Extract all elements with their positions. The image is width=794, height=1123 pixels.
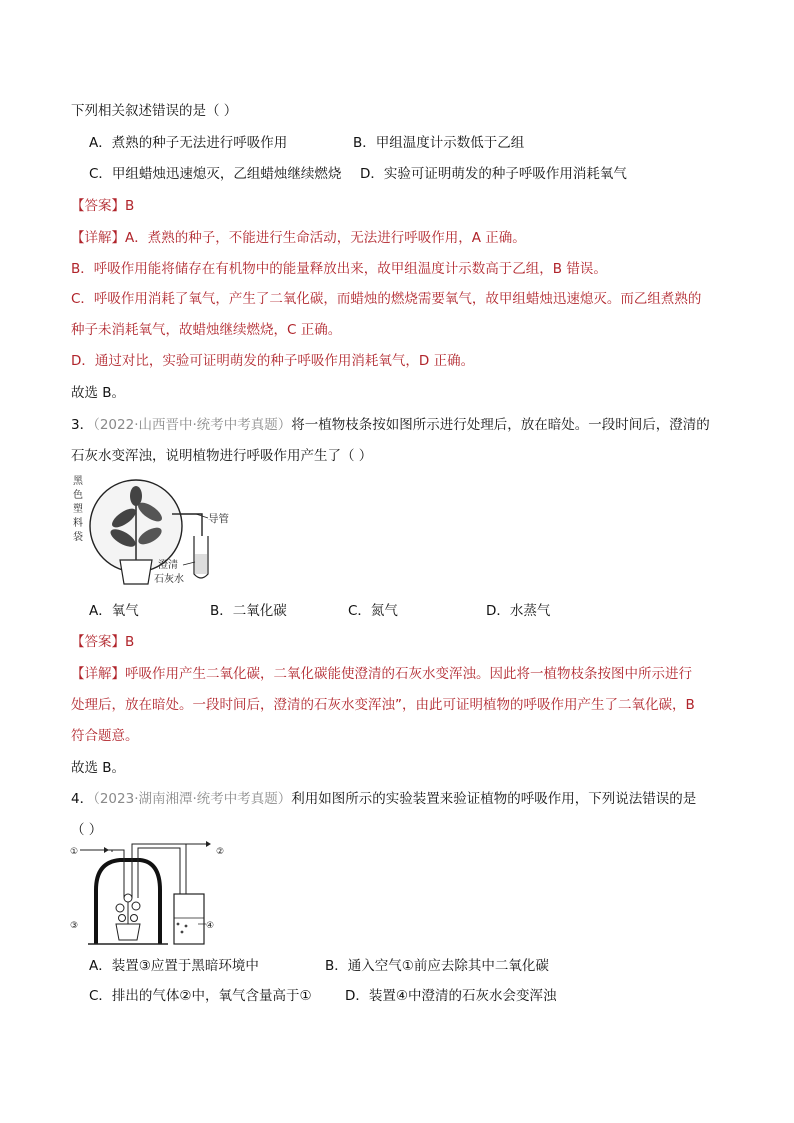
q2-option-a: A．煮熟的种子无法进行呼吸作用	[89, 135, 288, 151]
q2-option-b: B．甲组温度计示数低于乙组	[353, 135, 525, 151]
question-number: 4．	[71, 791, 94, 807]
label-4: ④	[206, 921, 215, 931]
q2-explain-line-2: B．呼吸作用能将储存在有机物中的能量释放出来，故甲组温度计示数高于乙组，B 错误。	[71, 261, 607, 277]
q3-stem-line-2: 石灰水变浑浊，说明植物进行呼吸作用产生了（ ）	[71, 448, 373, 464]
leaf	[130, 486, 142, 506]
q3-conclusion: 故选 B。	[71, 760, 126, 776]
q2-stem: 下列相关叙述错误的是（ ）	[71, 103, 238, 119]
q3-figure-plant-bag	[68, 474, 238, 590]
q4-option-d: D．装置④中澄清的石灰水会变浑浊	[345, 988, 557, 1004]
answer-tag: 【答案】	[71, 198, 125, 214]
q2-conclusion: 故选 B。	[71, 385, 126, 401]
label-1: ①	[70, 847, 79, 857]
label-3: ③	[70, 921, 79, 931]
answer-tag: 【答案】	[71, 634, 125, 650]
label-2: ②	[216, 847, 225, 857]
q3-explain-line-1	[71, 664, 692, 684]
q3-stem-line-1	[71, 415, 710, 435]
question-source: （2023·湖南湘潭·统考中考真题）	[93, 791, 292, 807]
q3-answer	[71, 632, 134, 652]
q2-option-c: C．甲组蜡烛迅速熄灭，乙组蜡烛继续燃烧	[89, 166, 342, 182]
answer-value: B	[125, 198, 135, 214]
bag-label-char: 塑	[73, 504, 83, 515]
q2-answer	[71, 196, 134, 216]
q3-option-c: C．氮气	[348, 603, 398, 619]
bag-label-char: 色	[73, 490, 83, 501]
stem-text: 将一植物枝条按如图所示进行处理后，放在暗处。一段时间后，澄清的	[291, 417, 710, 433]
bag-label-char: 黑	[73, 476, 83, 487]
q4-stem-line-1	[71, 789, 696, 809]
q3-explain-line-2: 处理后，放在暗处。一段时间后，澄清的石灰水变浑浊”，由此可证明植物的呼吸作用产生了二氧化碳，B	[71, 697, 695, 713]
question-source: （2022·山西晋中·统考中考真题）	[93, 417, 292, 433]
explain-tag: 【详解】	[71, 230, 125, 246]
answer-value: B	[125, 634, 135, 650]
q4-figure-apparatus	[68, 840, 238, 948]
q3-option-b: B．二氧化碳	[210, 603, 287, 619]
tube-label: 导管	[208, 513, 229, 525]
q3-option-d: D．水蒸气	[486, 603, 551, 619]
q4-option-a: A．装置③应置于黑暗环境中	[89, 958, 259, 974]
flower-pot	[120, 560, 152, 584]
q3-option-a: A．氧气	[89, 603, 139, 619]
q2-explain-line-5: D．通过对比，实验可证明萌发的种子呼吸作用消耗氧气，D 正确。	[71, 353, 475, 369]
q4-option-b: B．通入空气①前应去除其中二氧化碳	[325, 958, 549, 974]
lime-water-bottle	[174, 894, 204, 944]
q2-explain-line-3: C．呼吸作用消耗了氧气，产生了二氧化碳，而蜡烛的燃烧需要氧气，故甲组蜡烛迅速熄灭。而乙组煮熟的	[71, 291, 702, 307]
explain-tag: 【详解】	[71, 666, 125, 682]
q2-explain-line-1	[71, 228, 526, 248]
q2-option-d: D．实验可证明萌发的种子呼吸作用消耗氧气	[360, 166, 627, 182]
stem-text: 利用如图所示的实验装置来验证植物的呼吸作用，下列说法错误的是	[291, 791, 697, 807]
question-number: 3．	[71, 417, 94, 433]
q3-explain-line-3: 符合题意。	[71, 728, 139, 744]
explain-text: 呼吸作用产生二氧化碳，二氧化碳能使澄清的石灰水变浑浊。因此将一植物枝条按图中所示进行	[125, 666, 692, 682]
explain-text: A．煮熟的种子，不能进行生命活动，无法进行呼吸作用，A 正确。	[125, 230, 526, 246]
q4-stem-line-2: （ ）	[71, 822, 103, 838]
bag-label-char: 料	[73, 518, 83, 529]
lime-label-2: 石灰水	[154, 574, 184, 585]
bag-label-char: 袋	[73, 532, 83, 543]
q4-option-c: C．排出的气体②中，氧气含量高于①	[89, 988, 312, 1004]
lime-label-1: 澄清	[158, 560, 178, 571]
q2-explain-line-4: 种子未消耗氧气，故蜡烛继续燃烧，C 正确。	[71, 322, 342, 338]
